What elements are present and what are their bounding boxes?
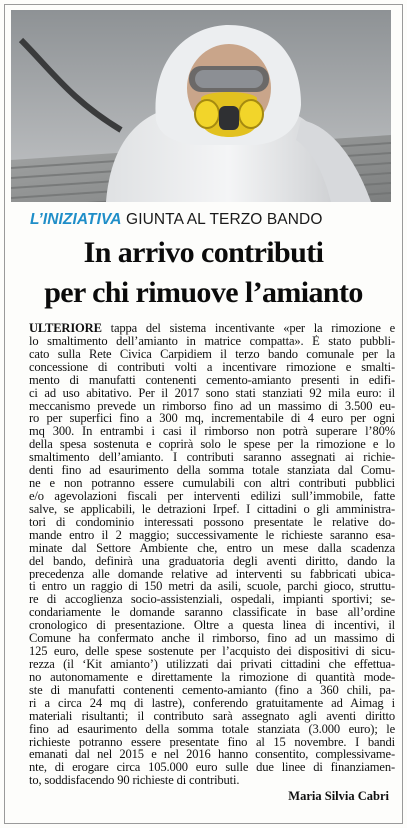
body-line: fino ad esaurimento della somma totale stanziata (3.000 euro); le <box>29 722 395 736</box>
body-line: e/o agevolazioni fiscali per interventi edilizi sull’immobile, fatte <box>29 489 395 503</box>
body-line: nte, di erogare circa 105.000 euro sulle due linee di finanziamen- <box>29 761 395 775</box>
body-line: denti fino ad esaurimento della somma totale stanziata dal Comu- <box>29 464 395 478</box>
body-line: ti entro un raggio di 150 metri da asili, scuole, parchi gioco, struttu- <box>29 580 395 594</box>
body-line: della spesa sostenuta e coprirà solo le spese per la rimozione e lo <box>29 438 395 452</box>
body-line: cronologico di presentazione. Oltre a questa linea di incentivi, il <box>29 619 395 633</box>
body-line: tori di condominio interessati possono presentate le relative do- <box>29 515 395 529</box>
body-line: richieste potranno essere presentate fino al 15 novembre. I bandi <box>29 735 395 749</box>
kicker <box>30 211 390 229</box>
body-line: smaltimento dell’amianto. I contributi saranno assegnati ai richie- <box>29 451 395 465</box>
body-line: Comune ha confermato anche il rimborso, fino ad un massimo di <box>29 632 395 646</box>
body-line: ro per superfici fino a 300 mq, incrementabile di 4 euro per ogni <box>29 412 395 426</box>
body-line: cato sulla Rete Civica Carpidiem il terzo bando comunale per la <box>29 347 395 361</box>
body-line: meccanismo prevede un rimborso fino ad un massimo di 3.500 eu- <box>29 399 395 413</box>
worker-illustration <box>11 10 391 202</box>
body-line: 125 euro, delle spese sostenute per l’acquisto dei dispositivi di sicu- <box>29 645 395 658</box>
body-line: ri a circa 24 mq di lastre), conferendo gratuitamente ad Aimag i <box>29 696 395 710</box>
body-line: ci ad uso abitativo. Per il 2017 sono stati stanziati 92 mila euro: il <box>29 386 395 400</box>
headline-line-2: per chi rimuove l’amianto <box>44 276 363 309</box>
body-lead: ULTERIORE <box>29 322 102 335</box>
body-line: ne e non potranno essere cumulabili con altri contributi pubblici <box>29 477 395 490</box>
body-line: lo smaltimento dell’amianto in matrice compatta». È stato pubbli- <box>29 334 395 348</box>
body-line: mande entro il 2 maggio; successivamente le richieste saranno esa- <box>29 528 395 542</box>
body-line: no autonomamente e direttamente la rimozione di quantità mode- <box>29 670 395 684</box>
body-line: re di accoglienza socio-assistenziali, ospedali, impianti sportivi; se- <box>29 593 395 607</box>
body-line: condariamente le domande saranno classificate in base all’ordine <box>29 606 395 620</box>
article-photo <box>11 10 391 202</box>
kicker-subtitle: GIUNTA AL TERZO BANDO <box>126 211 323 228</box>
kicker-tag: L’INIZIATIVA <box>30 211 122 228</box>
body-line: minate dal Settore Ambiente che, entro un mese dalla scadenza <box>29 541 395 555</box>
body-line: emanati dal nel 2015 e nel 2016 hanno consentito, complessivame- <box>29 748 395 762</box>
body-line: salve, se applicabili, le detrazioni Irpef. I cittadini o gli amministra- <box>29 502 395 516</box>
headline-line-1: In arrivo contributi <box>83 236 324 269</box>
body-line: materiali risultanti; il contributo sarà assegnato agli aventi diritto <box>29 709 395 723</box>
body-line: ULTERIORE tappa del sistema incentivante «per la rimozione e <box>29 322 395 335</box>
headline <box>8 233 399 313</box>
article-body <box>29 322 395 787</box>
body-line: del bando, definirà una graduatoria degli aventi diritto, dando la <box>29 554 395 568</box>
author-signature: Maria Silvia Cabri <box>288 789 389 803</box>
body-line: to, soddisfacendo 90 richieste di contributi. <box>29 774 240 788</box>
body-line: precedenza alle domande relative ad interventi su fabbricati ubica- <box>29 567 395 581</box>
body-line: mento di manufatti contenenti cemento-amianto presenti in edifi- <box>29 373 395 387</box>
body-line: mq 300. In entrambi i casi il rimborso non potrà superare l’80% <box>29 425 395 439</box>
body-line: rezza (il ‘Kit amianto’) utilizzati dai privati cittadini che effettua- <box>29 657 395 671</box>
body-line: concessione di contributi volti a incentivare rimozione e smalti- <box>29 360 395 374</box>
body-line: ste di manufatti contenenti cemento-amianto (fino a 360 chili, pa- <box>29 683 395 697</box>
